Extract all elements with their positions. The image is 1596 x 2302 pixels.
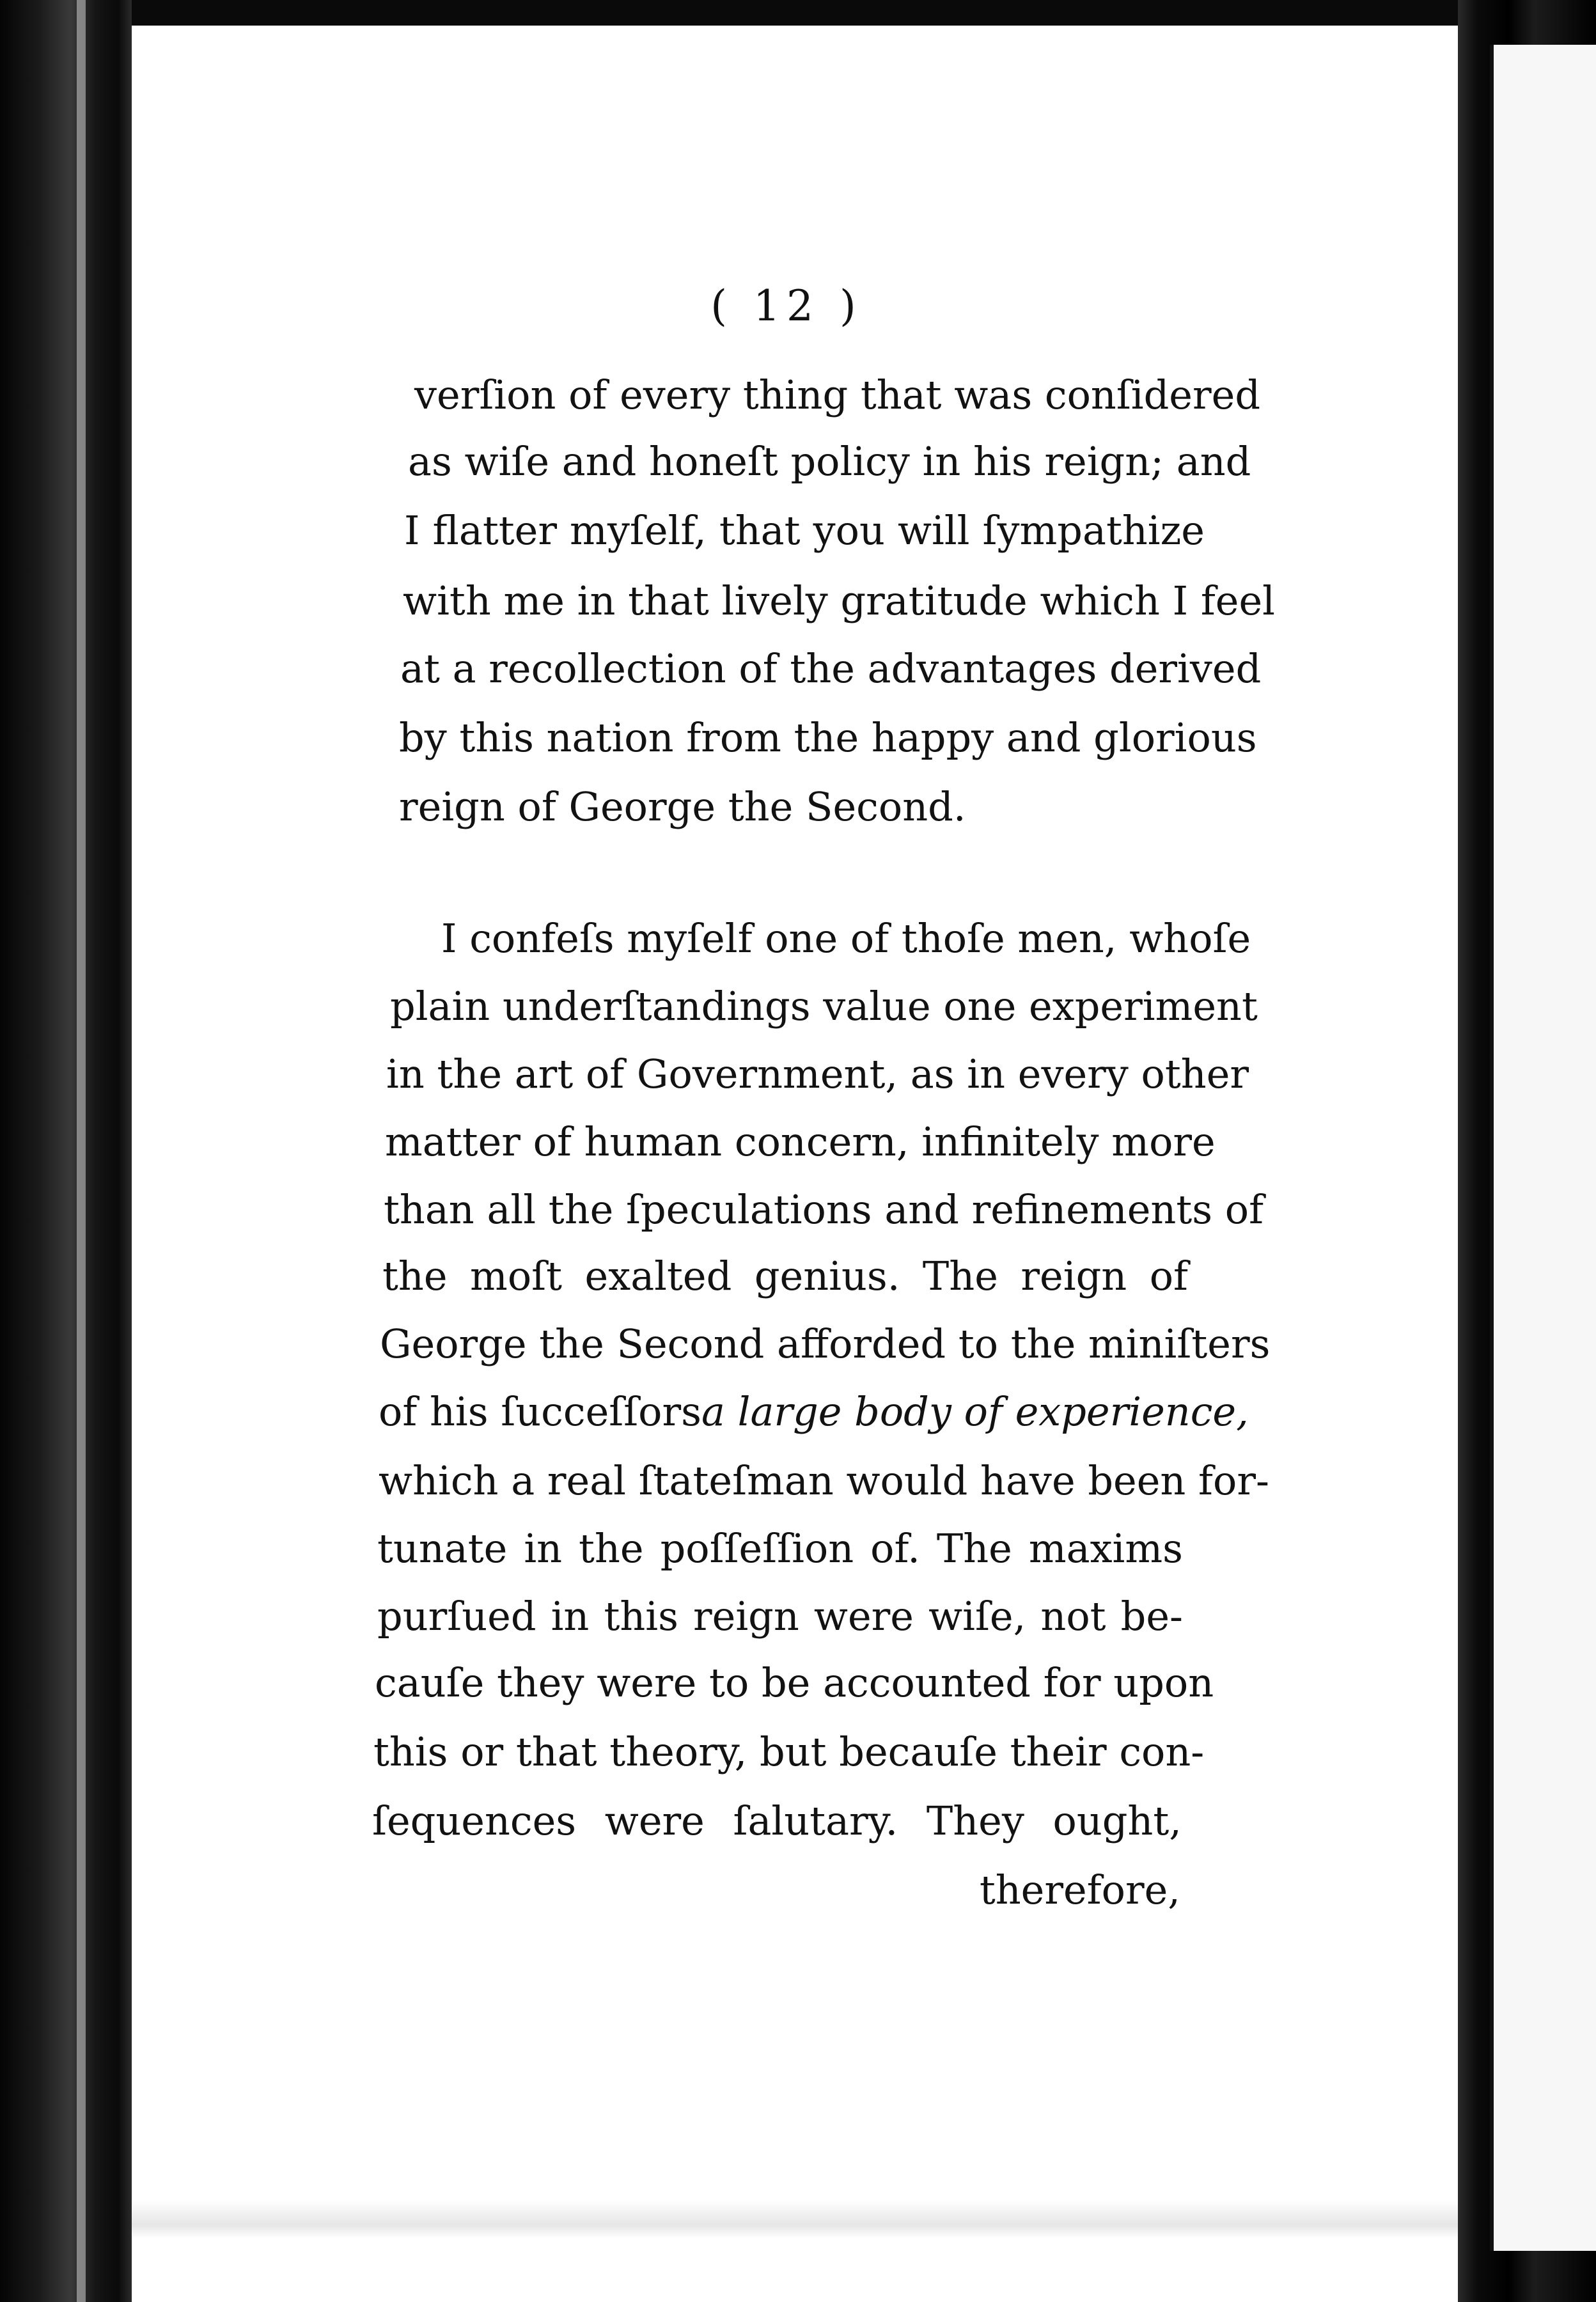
page-bottom-edge xyxy=(132,2200,1462,2302)
p2-line-10: tunate in the poſſeſſion of. The maxims xyxy=(377,1525,1183,1572)
binding-streak xyxy=(77,0,86,2302)
p1-line-1: verſion of every thing that was conſidered xyxy=(414,372,1261,418)
next-page-edge xyxy=(1490,45,1596,2251)
p1-line-3: I flatter myſelf, that you will ſympathize xyxy=(404,507,1205,554)
catchword: therefore, xyxy=(979,1867,1180,1913)
p2-line-1: I confeſs myſelf one of thoſe men, whoſe xyxy=(441,915,1251,962)
p1-line-2: as wiſe and honeſt policy in his reign; and xyxy=(408,438,1251,485)
p2-line-8-italic: a large body of experience, xyxy=(701,1388,1249,1435)
p1-line-4: with me in that lively gratitude which I feel xyxy=(403,577,1275,624)
p2-line-8 xyxy=(379,1386,1249,1437)
book-binding-left xyxy=(0,0,132,2302)
p2-line-7: George the Second afforded to the miniſters xyxy=(380,1320,1271,1367)
p1-line-7: reign of George the Second. xyxy=(399,783,966,830)
p1-line-5: at a recollection of the advantages derived xyxy=(400,645,1262,692)
p2-line-8-prefix: of his ſucceſſors xyxy=(379,1388,701,1435)
p2-line-2: plain underſtandings value one experiment xyxy=(390,983,1258,1030)
p2-line-3: in the art of Government, as in every other xyxy=(386,1051,1249,1097)
p2-line-12: cauſe they were to be accounted for upon xyxy=(375,1659,1214,1706)
p2-line-13: this or that theory, but becauſe their con- xyxy=(373,1728,1205,1775)
page-number: ( 12 ) xyxy=(710,281,863,331)
p2-line-6: the moſt exalted genius. The reign of xyxy=(382,1253,1188,1299)
p2-line-11: purſued in this reign were wiſe, not be- xyxy=(377,1593,1183,1640)
p1-line-6: by this nation from the happy and glorious xyxy=(399,714,1257,761)
p2-line-4: matter of human concern, infinitely more xyxy=(385,1118,1216,1165)
p2-line-9: which a real ſtateſman would have been for- xyxy=(379,1457,1269,1504)
p2-line-14: ſequences were ſalutary. They ought, xyxy=(372,1797,1182,1844)
scan-top-edge xyxy=(132,0,1462,26)
p2-line-5: than all the ſpeculations and refinements of xyxy=(384,1186,1264,1233)
